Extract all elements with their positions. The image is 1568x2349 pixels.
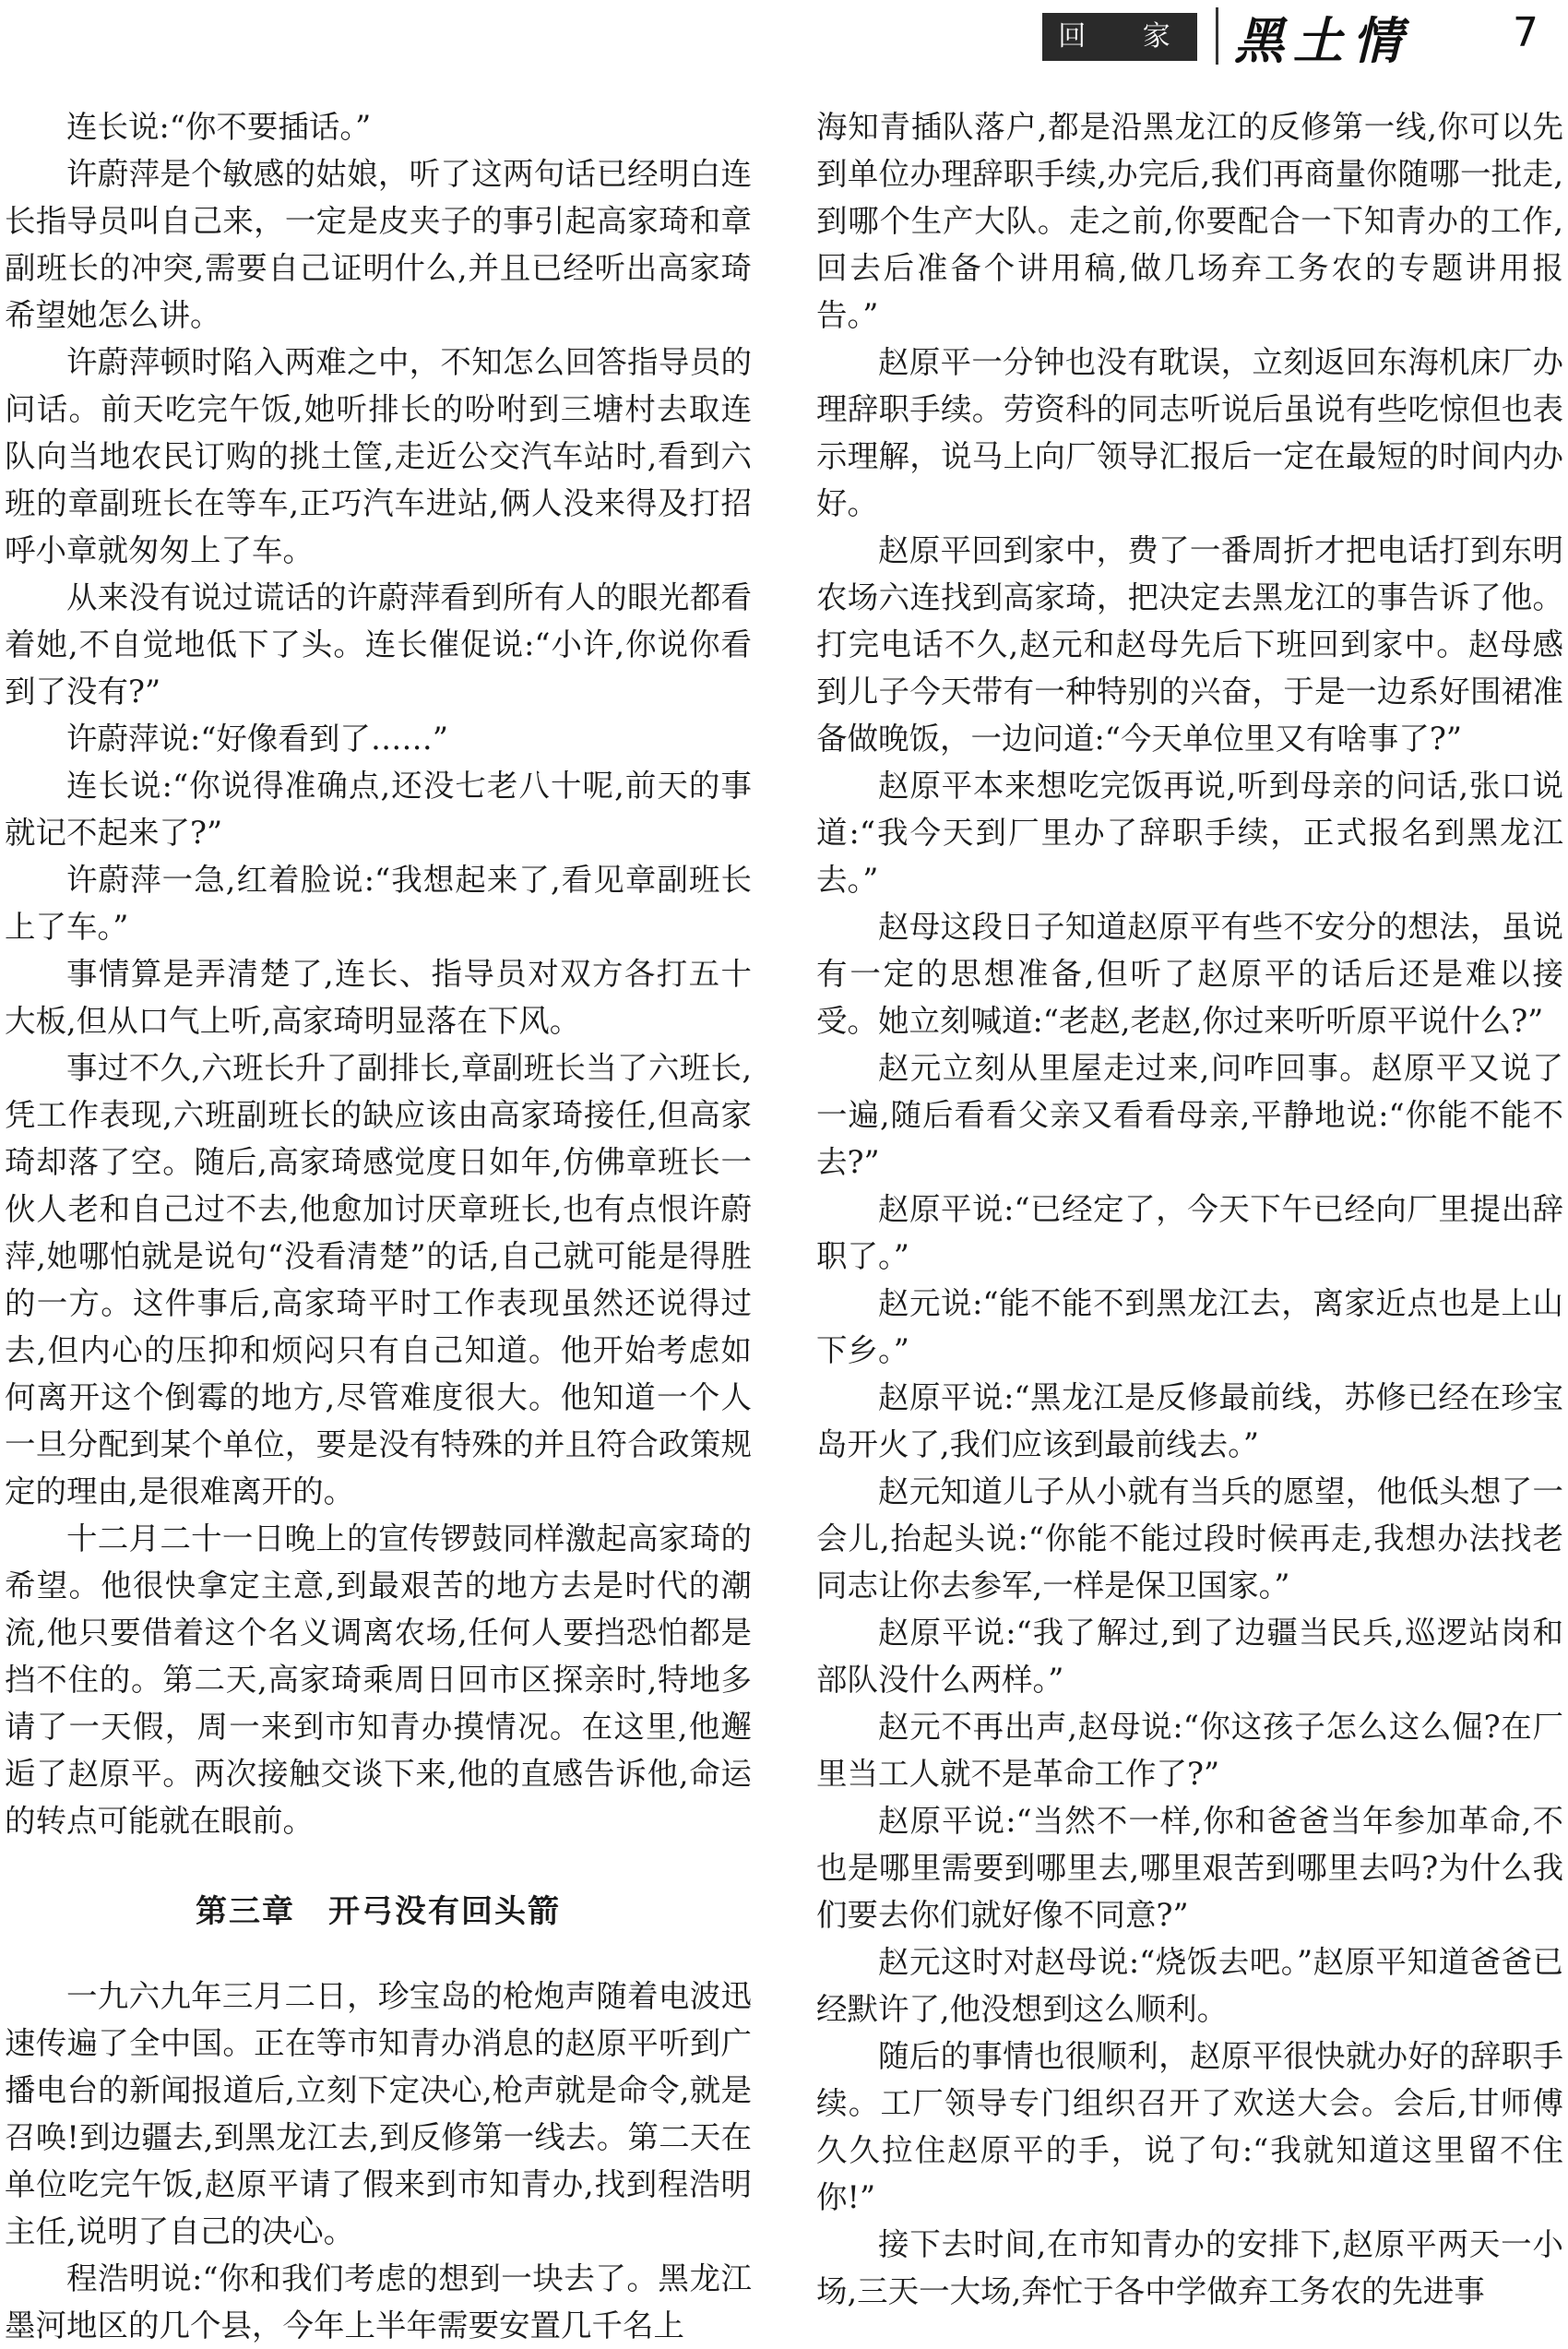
paragraph: 接下去时间,在市知青办的安排下,赵原平两天一小场,三天一大场,奔忙于各中学做弃工务农的先进事 [816, 2226, 1563, 2309]
paragraph-continuation: 海知青插队落户,都是沿黑龙江的反修第一线,你可以先到单位办理辞职手续,办完后,我们再商量你随哪一批走,到哪个生产大队。走之前,你要配合一下知青办的工作,回去后准备个讲用稿,做几场弃工务农的专题讲用报告。” [816, 109, 1563, 333]
paragraph: 赵母这段日子知道赵原平有些不安分的想法，虽说有一定的思想准备,但听了赵原平的话后还是难以接受。她立刻喊道:“老赵,老赵,你过来听听原平说什么?” [816, 909, 1563, 1039]
paragraph: 赵原平说:“已经定了，今天下午已经向厂里提出辞职了。” [816, 1191, 1563, 1274]
paragraph: 赵原平本来想吃完饭再说,听到母亲的问话,张口说道:“我今天到厂里办了辞职手续，正式报名到黑龙江去。” [816, 768, 1563, 898]
paragraph: 赵元不再出声,赵母说:“你这孩子怎么这么倔?在厂里当工人就不是革命工作了?” [816, 1709, 1563, 1792]
paragraph: 一九六九年三月二日，珍宝岛的枪炮声随着电波迅速传遍了全中国。正在等市知青办消息的赵原平听到广播电台的新闻报道后,立刻下定决心,枪声就是命令,就是召唤!到边疆去,到黑龙江去,到反修第一线去。第二天在单位吃完午饭,赵原平请了假来到市知青办,找到程浩明主任,说明了自己的决心。 [5, 1978, 752, 2249]
paragraph: 赵元说:“能不能不到黑龙江去，离家近点也是上山下乡。” [816, 1285, 1563, 1368]
chapter-heading: 第三章 开弓没有回头箭 [196, 1893, 561, 1930]
paragraph: 许蔚萍是个敏感的姑娘，听了这两句话已经明白连长指导员叫自己来，一定是皮夹子的事引起高家琦和章副班长的冲突,需要自己证明什么,并且已经听出高家琦希望她怎么讲。 [5, 156, 752, 333]
paragraph: 赵元立刻从里屋走过来,问咋回事。赵原平又说了一遍,随后看看父亲又看看母亲,平静地说:“你能不能不去?” [816, 1050, 1563, 1180]
paragraph: 许蔚萍说:“好像看到了……” [66, 721, 449, 757]
magazine-logo: 黑土情 [1234, 11, 1411, 70]
paragraph: 连长说:“你不要插话。” [66, 109, 372, 145]
header-divider [1216, 7, 1218, 65]
page-header [0, 0, 1568, 74]
paragraph: 许蔚萍顿时陷入两难之中，不知怎么回答指导员的问话。前天吃完午饭,她听排长的吩咐到三塘村去取连队向当地农民订购的挑土筐,走近公交汽车站时,看到六班的章副班长在等车,正巧汽车进站,俩人没来得及打招呼小章就匆匆上了车。 [5, 344, 752, 568]
paragraph: 程浩明说:“你和我们考虑的想到一块去了。黑龙江墨河地区的几个县，今年上半年需要安置几千名上 [5, 2260, 752, 2343]
right-column [816, 103, 1563, 2315]
page-number: 7 [1513, 9, 1538, 56]
paragraph: 十二月二十一日晚上的宣传锣鼓同样激起高家琦的希望。他很快拿定主意,到最艰苦的地方去是时代的潮流,他只要借着这个名义调离农场,任何人要挡恐怕都是挡不住的。第二天,高家琦乘周日回市区探亲时,特地多请了一天假，周一来到市知青办摸情况。在这里,他邂逅了赵原平。两次接触交谈下来,他的直感告诉他,命运的转点可能就在眼前。 [5, 1520, 752, 1839]
paragraph: 事情算是弄清楚了,连长、指导员对双方各打五十大板,但从口气上听,高家琦明显落在下风。 [5, 956, 752, 1039]
paragraph: 从来没有说过谎话的许蔚萍看到所有人的眼光都看着她,不自觉地低下了头。连长催促说:“小许,你说你看到了没有?” [5, 579, 752, 709]
section-tag: 回 家 [1042, 13, 1197, 61]
paragraph: 连长说:“你说得准确点,还没七老八十呢,前天的事就记不起来了?” [5, 768, 752, 851]
paragraph: 赵元知道儿子从小就有当兵的愿望，他低头想了一会儿,抬起头说:“你能不能过段时候再走,我想办法找老同志让你去参军,一样是保卫国家。” [816, 1473, 1563, 1604]
left-column [5, 103, 752, 2349]
paragraph: 赵原平回到家中，费了一番周折才把电话打到东明农场六连找到高家琦，把决定去黑龙江的事告诉了他。打完电话不久,赵元和赵母先后下班回到家中。赵母感到儿子今天带有一种特别的兴奋，于是一边系好围裙准备做晚饭，一边问道:“今天单位里又有啥事了?” [816, 532, 1563, 757]
paragraph: 事过不久,六班长升了副排长,章副班长当了六班长,凭工作表现,六班副班长的缺应该由高家琦接任,但高家琦却落了空。随后,高家琦感觉度日如年,仿佛章班长一伙人老和自己过不去,他愈加讨厌章班长,也有点恨许蔚萍,她哪怕就是说句“没看清楚”的话,自己就可能是得胜的一方。这件事后,高家琦平时工作表现虽然还说得过去,但内心的压抑和烦闷只有自己知道。他开始考虑如何离开这个倒霉的地方,尽管难度很大。他知道一个人一旦分配到某个单位，要是没有特殊的并且符合政策规定的理由,是很难离开的。 [5, 1050, 752, 1509]
paragraph: 赵原平说:“黑龙江是反修最前线，苏修已经在珍宝岛开火了,我们应该到最前线去。” [816, 1379, 1563, 1462]
paragraph: 许蔚萍一急,红着脸说:“我想起来了,看见章副班长上了车。” [5, 862, 752, 945]
paragraph: 赵原平一分钟也没有耽误，立刻返回东海机床厂办理辞职手续。劳资科的同志听说后虽说有些吃惊但也表示理解，说马上向厂领导汇报后一定在最短的时间内办好。 [816, 344, 1563, 521]
paragraph: 赵元这时对赵母说:“烧饭去吧。”赵原平知道爸爸已经默许了,他没想到这么顺利。 [816, 1944, 1563, 2027]
paragraph: 赵原平说:“我了解过,到了边疆当民兵,巡逻站岗和部队没什么两样。” [816, 1615, 1563, 1698]
paragraph: 随后的事情也很顺利，赵原平很快就办好的辞职手续。工厂领导专门组织召开了欢送大会。会后,甘师傅久久拉住赵原平的手，说了句:“我就知道这里留不住你!” [816, 2038, 1563, 2215]
paragraph: 赵原平说:“当然不一样,你和爸爸当年参加革命,不也是哪里需要到哪里去,哪里艰苦到哪里去吗?为什么我们要去你们就好像不同意?” [816, 1803, 1563, 1933]
